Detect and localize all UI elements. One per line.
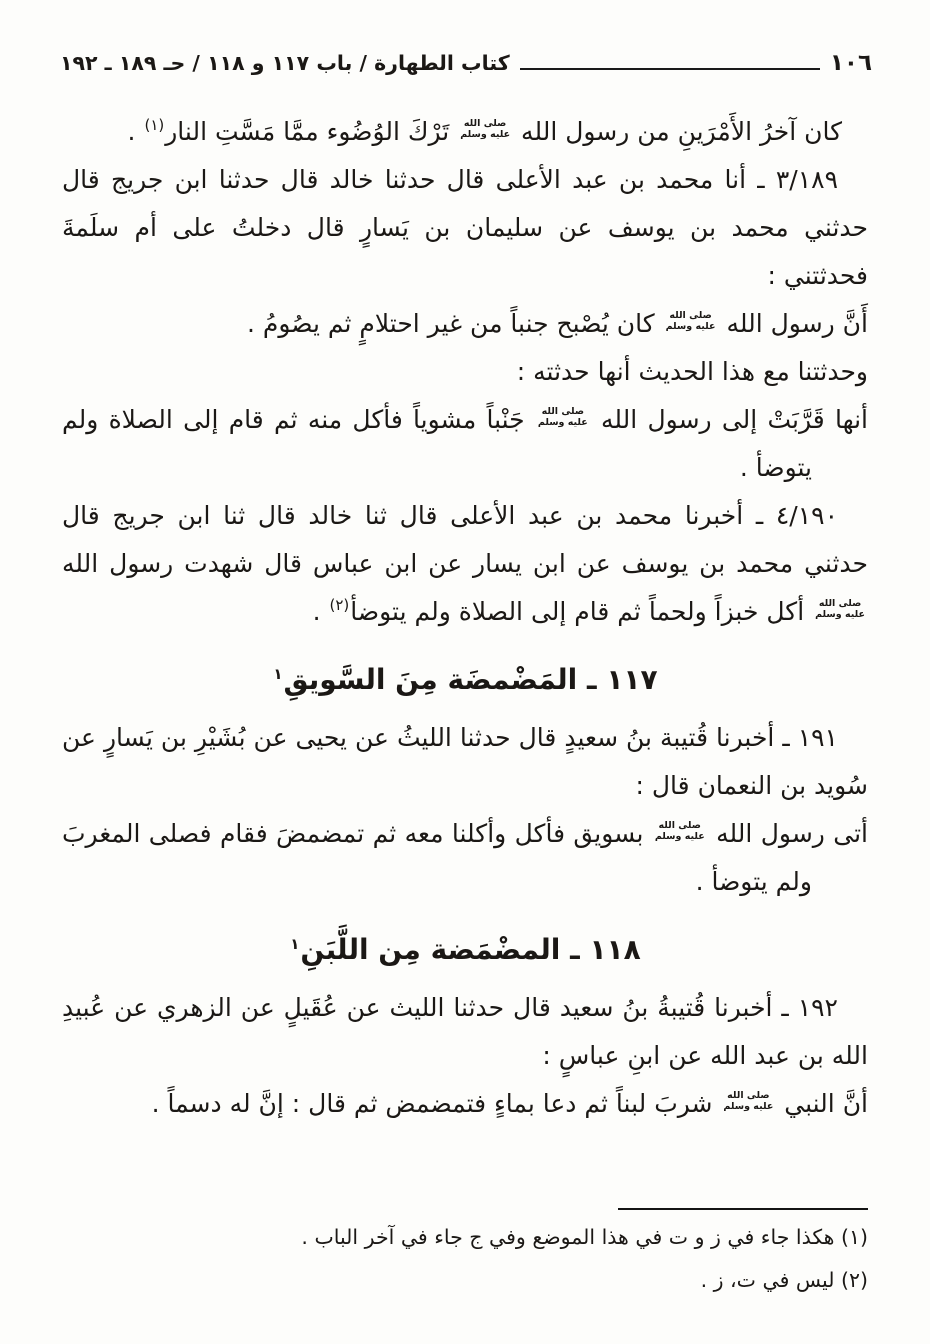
- hadith-191-isnad: ١٩١ ـ أخبرنا قُتيبة بنُ سعيدٍ قال حدثنا الليثُ عن يحيى عن بُشَيْرِ بن يَسارٍ عن سُويد بن النعمان قال :: [62, 723, 868, 800]
- prophet-honorific-seal: صلى الله عليه وسلم: [654, 820, 705, 842]
- hadith-191-matn: أتى رسول الله صلى الله عليه وسلم بسويق فأكل وأكلنا معه ثم تمضمضَ فقام فصلى المغربَ ولم يتوضأ .: [62, 819, 868, 896]
- hadith-189-matn-2: أنها قَرَّبَتْ إلى رسول الله صلى الله عليه وسلم جَنْباً مشوياً فأكل منه ثم قام إلى الصلاة ولم يتوضأ .: [62, 405, 868, 482]
- narrator-note: وحدثتنا مع هذا الحديث أنها حدثته :: [516, 357, 868, 386]
- footnote-marker: ١: [273, 665, 283, 683]
- hadith-192-isnad: ١٩٢ ـ أخبرنا قُتيبةُ بنُ سعيد قال حدثنا الليث عن عُقَيلٍ عن الزهري عن عُبيدِ الله بن عبد الله عن ابنِ عباسٍ :: [62, 993, 868, 1070]
- hadith-189-matn: أَنَّ رسول الله صلى الله عليه وسلم كان يُصْبح جنباً من غير احتلامٍ ثم يصُومُ .: [246, 309, 868, 338]
- footnote-2: (٢) ليس في ت، ز .: [700, 1268, 868, 1292]
- chapter-118-heading: ١١٨ ـ المضْمَضة مِن اللَّبَنِ$^١$: [290, 933, 641, 966]
- footnote-marker: ١: [290, 935, 300, 953]
- prophet-honorific-seal: صلى الله عليه وسلم: [723, 1090, 774, 1112]
- hadith-192-matn: أنَّ النبي صلى الله عليه وسلم شربَ لبناً ثم دعا بماءٍ فتمضمض ثم قال : إنَّ له دسماً .: [151, 1089, 868, 1118]
- hadith-conclusion-line: كان آخرُ الأَمْرَينِ من رسول الله صلى الله عليه وسلم تَرْكَ الوُضُوء ممَّا مَسَّتِ النار$^{(١)}$ .: [127, 116, 842, 146]
- footnotes-block: [62, 1208, 868, 1302]
- prophet-honorific-seal: صلى الله عليه وسلم: [460, 118, 511, 140]
- prophet-honorific-seal: صلى الله عليه وسلم: [815, 598, 865, 620]
- footnote-separator: [618, 1208, 868, 1210]
- header-title: كتاب الطهارة / باب ١١٧ و ١١٨ / حـ ١٨٩ ـ ١٩٢: [60, 51, 510, 75]
- hadith-190: ٤/١٩٠ ـ أخبرنا محمد بن عبد الأعلى قال ثنا خالد قال ثنا ابن جريج قال حدثني محمد بن يوسف عن ابن يسار عن ابن عباس قال شهدت رسول الله صلى الله عليه وسلم أكل خبزاً ولحماً ثم قام إلى الصلاة ولم يتوضأ$^{(٢)}$ .: [62, 501, 868, 626]
- hadith-189-isnad: ٣/١٨٩ ـ أنا محمد بن عبد الأعلى قال حدثنا خالد قال حدثنا ابن جريج قال حدثني محمد بن يوسف عن سليمان بن يَسارٍ قال دخلتُ على أم سلَمةَ فحدثتني :: [62, 165, 868, 290]
- page-body: [62, 108, 868, 1128]
- footnote-1: (١) هكذا جاء في ز و ت في هذا الموضع وفي ج جاء في آخر الباب .: [301, 1225, 868, 1249]
- page-number: ١٠٦: [829, 50, 872, 76]
- prophet-honorific-seal: صلى الله عليه وسلم: [665, 310, 716, 332]
- footnote-marker: (٢): [329, 596, 350, 614]
- prophet-honorific-seal: صلى الله عليه وسلم: [537, 406, 588, 428]
- header-rule: [520, 68, 820, 70]
- chapter-117-heading: ١١٧ ـ المَضْمضَة مِنَ السَّويقِ$^١$: [273, 663, 658, 696]
- footnote-marker: (١): [144, 116, 165, 134]
- page-header: [60, 50, 872, 76]
